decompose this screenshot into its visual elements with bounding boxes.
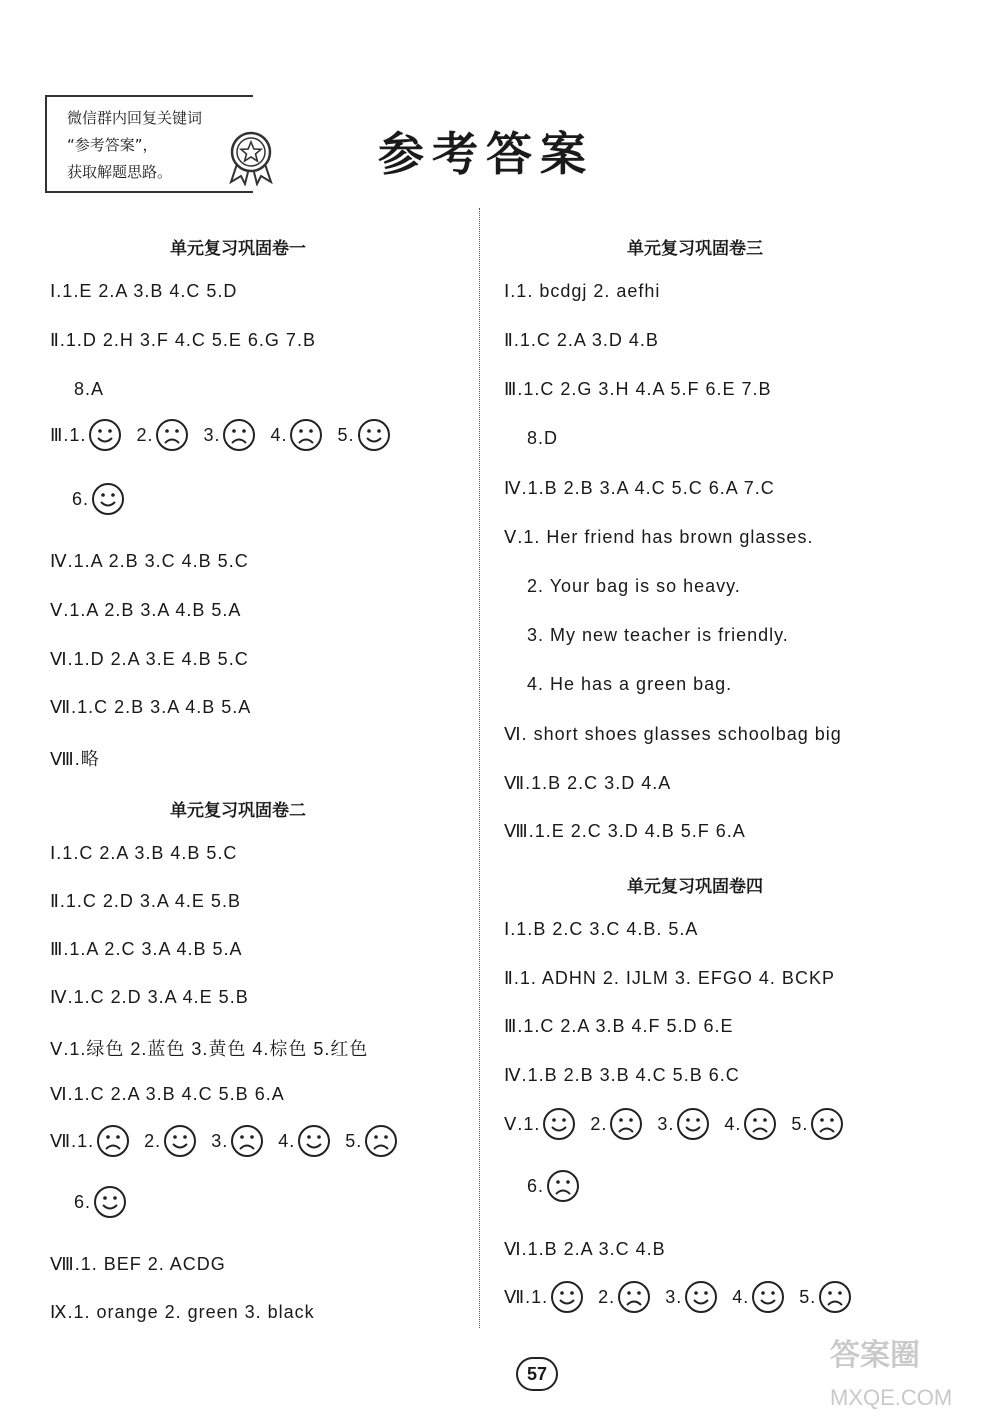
- answer-row: [504, 1107, 858, 1141]
- answer-number: 5.: [337, 424, 355, 445]
- answer-row: [50, 599, 241, 621]
- answer-text: Ⅷ.略: [50, 749, 100, 769]
- smiley-face-icon: [550, 1280, 584, 1314]
- answer-row: [50, 1035, 368, 1061]
- sad-face-icon: [289, 418, 323, 452]
- answer-text: 4. He has a green bag.: [527, 673, 733, 694]
- answer-text: Ⅶ.1.C 2.B 3.A 4.B 5.A: [50, 696, 252, 717]
- answer-number: 5.: [799, 1286, 817, 1307]
- answer-row: [504, 329, 659, 351]
- sad-face-icon: [818, 1280, 852, 1314]
- sad-face-icon: [609, 1107, 643, 1141]
- page-title: 参考答案: [378, 127, 594, 181]
- smiley-face-icon: [684, 1280, 718, 1314]
- answer-row: [504, 1015, 734, 1037]
- answer-row: [50, 280, 237, 302]
- answer-number: Ⅴ.1.: [504, 1113, 541, 1134]
- section-title: 单元复习巩固卷一: [170, 239, 306, 259]
- answer-text: Ⅵ.1.B 2.A 3.C 4.B: [504, 1238, 666, 1259]
- sad-face-icon: [810, 1107, 844, 1141]
- answer-number: 3.: [203, 424, 221, 445]
- answer-number: 6.: [74, 1191, 92, 1212]
- star-badge-icon: [225, 130, 277, 186]
- answer-row: [504, 820, 746, 842]
- answer-number: 4.: [270, 424, 288, 445]
- answer-number: 6.: [72, 488, 90, 509]
- answer-text: Ⅳ.1.B 2.B 3.B 4.C 5.B 6.C: [504, 1064, 740, 1085]
- answer-number: 2.: [144, 1130, 162, 1151]
- answer-text: Ⅱ.1.C 2.D 3.A 4.E 5.B: [50, 890, 241, 911]
- answer-row: [50, 1301, 315, 1323]
- notice-line-2: “参考答案”，: [67, 136, 158, 154]
- sad-face-icon: [222, 418, 256, 452]
- smiley-face-icon: [542, 1107, 576, 1141]
- answer-number: Ⅶ.1.: [504, 1286, 549, 1307]
- answer-text: Ⅶ.1.B 2.C 3.D 4.A: [504, 772, 672, 793]
- answer-row: [504, 1238, 666, 1260]
- answer-number: 6.: [527, 1175, 545, 1196]
- answer-number: 3.: [211, 1130, 229, 1151]
- answer-row: [504, 378, 772, 400]
- section-title: 单元复习巩固卷二: [170, 801, 306, 821]
- answer-text: Ⅲ.1.A 2.C 3.A 4.B 5.A: [50, 938, 243, 959]
- answer-number: 5.: [345, 1130, 363, 1151]
- answer-text: 8.A: [74, 378, 105, 399]
- smiley-face-icon: [91, 482, 125, 516]
- answer-text: Ⅸ.1. orange 2. green 3. black: [50, 1301, 315, 1322]
- column-divider: [479, 208, 480, 1328]
- answer-number: 2.: [590, 1113, 608, 1134]
- answer-number: 2.: [598, 1286, 616, 1307]
- answer-row: [504, 1280, 866, 1314]
- watermark-top-text: 答案圈: [830, 1339, 920, 1372]
- answer-text: Ⅱ.1.C 2.A 3.D 4.B: [504, 329, 659, 350]
- answer-text: Ⅴ.1. Her friend has brown glasses.: [504, 526, 814, 547]
- answer-row: [50, 418, 405, 452]
- answer-text: Ⅳ.1.A 2.B 3.C 4.B 5.C: [50, 550, 249, 571]
- answer-number: 3.: [657, 1113, 675, 1134]
- answer-row: [504, 723, 842, 745]
- answer-row: [50, 696, 251, 718]
- answer-text: 8.D: [527, 427, 559, 448]
- answer-row: [504, 1064, 740, 1086]
- sad-face-icon: [155, 418, 189, 452]
- section-title: 单元复习巩固卷三: [627, 239, 763, 259]
- answer-text: Ⅵ. short shoes glasses schoolbag big: [504, 723, 842, 744]
- answer-row: [50, 1124, 412, 1158]
- answer-number: 3.: [665, 1286, 683, 1307]
- smiley-face-icon: [751, 1280, 785, 1314]
- watermark-logo: [800, 1330, 1000, 1420]
- watermark-bottom-text: MXQE.COM: [830, 1385, 953, 1410]
- notice-line-3: 获取解题思路。: [67, 163, 173, 181]
- answer-row: [504, 280, 660, 302]
- answer-text: 3. My new teacher is friendly.: [527, 624, 789, 645]
- sad-face-icon: [364, 1124, 398, 1158]
- answer-row: [74, 378, 104, 400]
- answer-row: [50, 938, 243, 960]
- answer-row: [50, 648, 249, 670]
- smiley-face-icon: [297, 1124, 331, 1158]
- answer-row: [504, 918, 698, 940]
- answer-text: Ⅷ.1.E 2.C 3.D 4.B 5.F 6.A: [504, 820, 746, 841]
- sad-face-icon: [617, 1280, 651, 1314]
- answer-text: 2. Your bag is so heavy.: [527, 575, 741, 596]
- answer-text: Ⅱ.1.D 2.H 3.F 4.C 5.E 6.G 7.B: [50, 329, 316, 350]
- answer-text: Ⅵ.1.C 2.A 3.B 4.C 5.B 6.A: [50, 1083, 285, 1104]
- answer-text: Ⅴ.1.A 2.B 3.A 4.B 5.A: [50, 599, 242, 620]
- notice-line-1: 微信群内回复关键词: [67, 109, 203, 127]
- answer-number: 4.: [278, 1130, 296, 1151]
- answer-number: Ⅶ.1.: [50, 1130, 95, 1151]
- answer-text: Ⅱ.1. ADHN 2. IJLM 3. EFGO 4. BCKP: [504, 967, 835, 988]
- answer-row: [504, 772, 671, 794]
- answer-row: [527, 427, 558, 449]
- answer-text: Ⅳ.1.C 2.D 3.A 4.E 5.B: [50, 986, 249, 1007]
- answer-text: Ⅰ.1.E 2.A 3.B 4.C 5.D: [50, 280, 238, 301]
- answer-number: 2.: [136, 424, 154, 445]
- answer-row: [527, 673, 732, 695]
- answer-row: [74, 1185, 141, 1219]
- answer-text: Ⅳ.1.B 2.B 3.A 4.C 5.C 6.A 7.C: [504, 477, 775, 498]
- page-number: 57: [516, 1357, 558, 1391]
- answer-row: [527, 1169, 594, 1203]
- sad-face-icon: [546, 1169, 580, 1203]
- answer-text: Ⅷ.1. BEF 2. ACDG: [50, 1253, 226, 1274]
- answer-text: Ⅵ.1.D 2.A 3.E 4.B 5.C: [50, 648, 249, 669]
- answer-text: Ⅴ.1.绿色 2.蓝色 3.黄色 4.棕色 5.红色: [50, 1039, 369, 1059]
- answer-number: 4.: [732, 1286, 750, 1307]
- answer-text: Ⅰ.1.B 2.C 3.C 4.B. 5.A: [504, 918, 699, 939]
- answer-row: [527, 624, 789, 646]
- answer-row: [50, 745, 100, 771]
- sad-face-icon: [96, 1124, 130, 1158]
- answer-row: [50, 1253, 226, 1275]
- answer-text: Ⅰ.1.C 2.A 3.B 4.B 5.C: [50, 842, 238, 863]
- answer-row: [50, 550, 249, 572]
- answer-row: [50, 986, 249, 1008]
- answer-number: 4.: [724, 1113, 742, 1134]
- answer-row: [504, 967, 835, 989]
- answer-row: [504, 526, 813, 548]
- answer-number: 5.: [791, 1113, 809, 1134]
- answer-text: Ⅰ.1. bcdgj 2. aefhi: [504, 280, 661, 301]
- smiley-face-icon: [93, 1185, 127, 1219]
- smiley-face-icon: [676, 1107, 710, 1141]
- answer-row: [50, 329, 316, 351]
- answer-row: [50, 890, 241, 912]
- answer-text: Ⅲ.1.C 2.A 3.B 4.F 5.D 6.E: [504, 1015, 734, 1036]
- answer-text: Ⅲ.1.C 2.G 3.H 4.A 5.F 6.E 7.B: [504, 378, 772, 399]
- smiley-face-icon: [357, 418, 391, 452]
- answer-row: [50, 1083, 285, 1105]
- section-title: 单元复习巩固卷四: [627, 877, 763, 897]
- answer-row: [527, 575, 741, 597]
- smiley-face-icon: [163, 1124, 197, 1158]
- answer-row: [50, 842, 237, 864]
- answer-row: [72, 482, 139, 516]
- answer-number: Ⅲ.1.: [50, 424, 87, 445]
- wechat-notice-box: [45, 95, 253, 193]
- smiley-face-icon: [88, 418, 122, 452]
- sad-face-icon: [230, 1124, 264, 1158]
- sad-face-icon: [743, 1107, 777, 1141]
- answer-row: [504, 477, 775, 499]
